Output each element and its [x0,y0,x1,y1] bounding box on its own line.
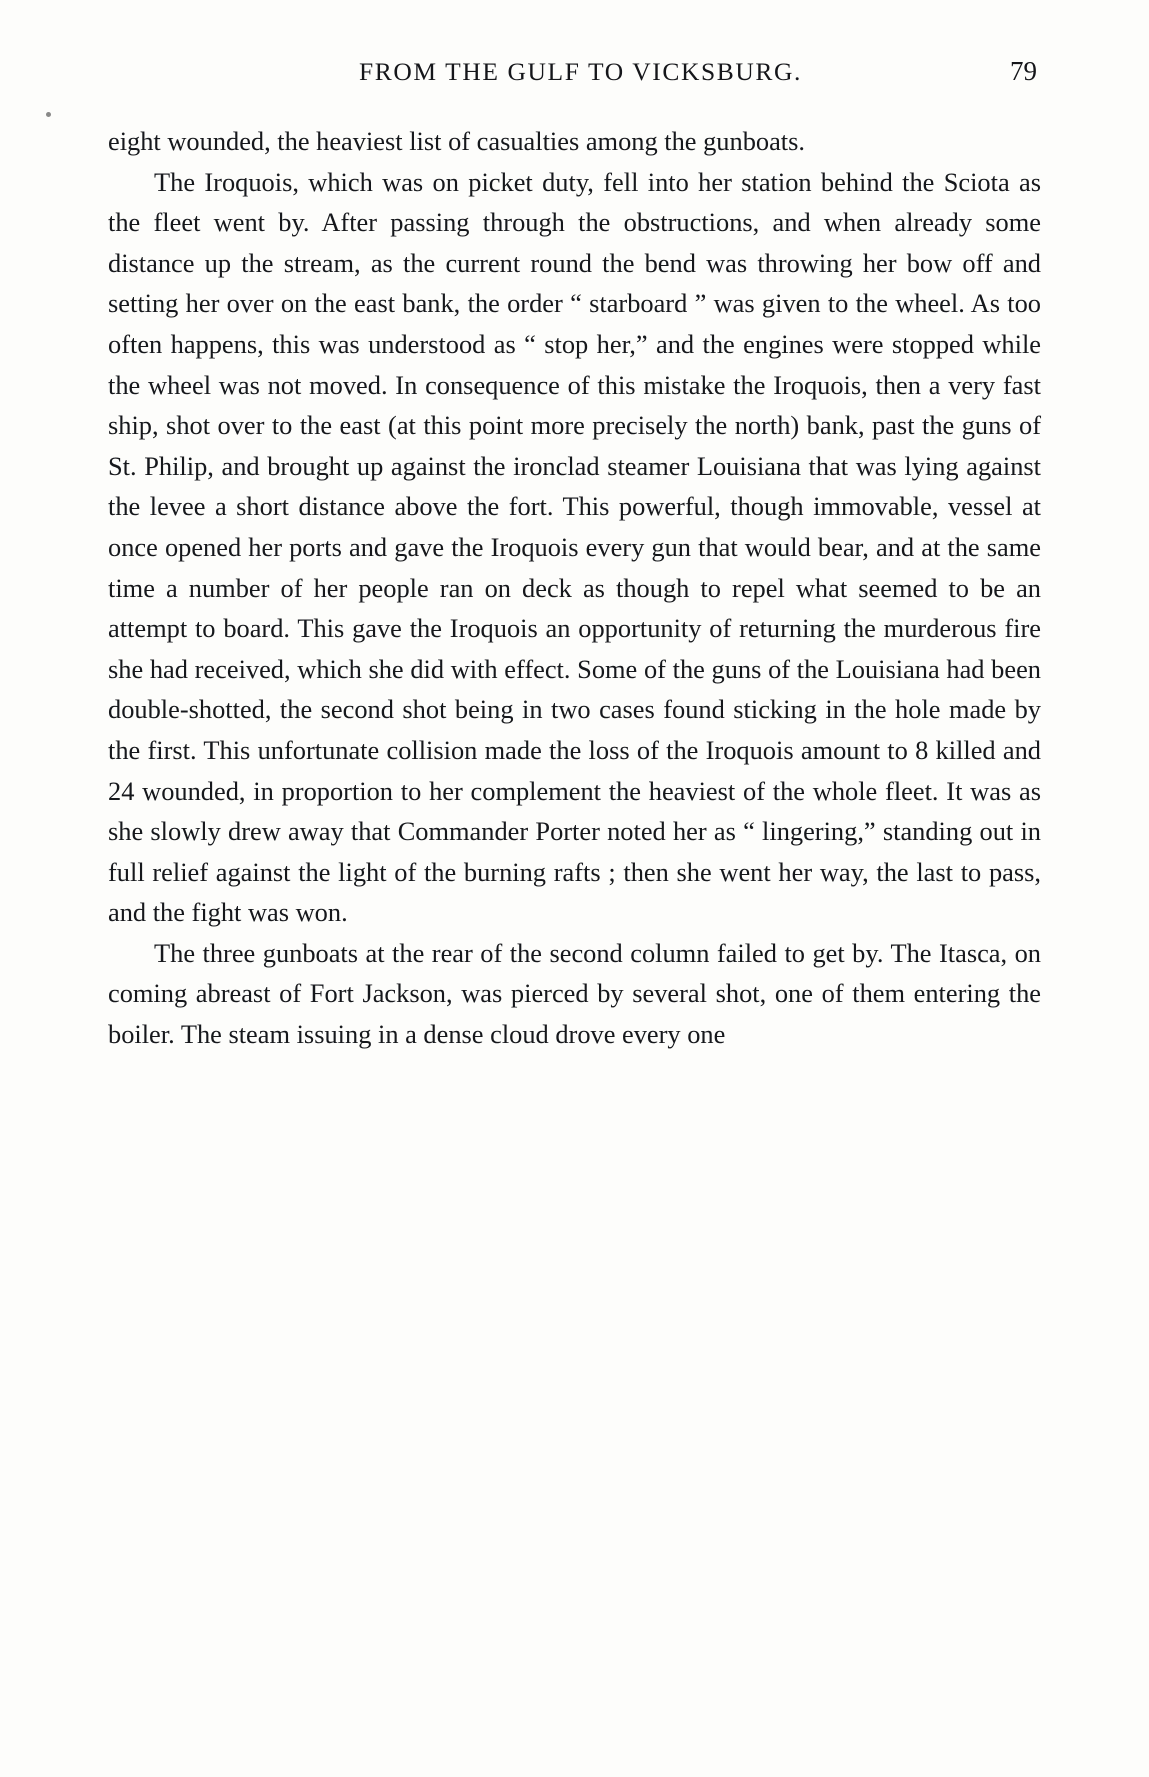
page-number: 79 [1010,56,1037,86]
body-text [108,121,1041,1055]
ink-smudge [46,112,51,117]
paragraph: eight wounded, the heaviest list of casualties among the gunboats. [108,126,805,156]
running-head [108,56,1041,87]
running-head-title: FROM THE GULF TO VICKSBURG. [358,57,803,86]
paragraph: The three gunboats at the rear of the second column failed to get by. The Itasca, on coming abreast of Fort Jackson, was pierced by several shot, one of them entering the boiler. The steam issuing in a dense cloud drove every one [108,937,1041,1050]
paragraph: The Iroquois, which was on picket duty, fell into her station behind the Sciota as the fleet went by. After passing through the obstructions, and when already some distance up the stream, as the current round the bend was throwing her bow off and setting her over on the east bank, the order “ starboard ” was given to the wheel. As too often happens, this was understood as “ stop her,” and the engines were stopped while the wheel was not moved. In consequence of this mistake the Iroquois, then a very fast ship, shot over to the east (at this point more precisely the north) bank, past the guns of St. Philip, and brought up against the ironclad steamer Louisiana that was lying against the levee a short distance above the fort. This powerful, though immovable, vessel at once opened her ports and gave the Iroquois every gun that would bear, and at the same time a number of her people ran on deck as though to repel what seemed to be an attempt to board. This gave the Iroquois an opportunity of returning the murderous fire she had received, which she did with effect. Some of the guns of the Louisiana had been double-shotted, the second shot being in two cases found sticking in the hole made by the first. This unfortunate collision made the loss of the Iroquois amount to 8 killed and 24 wounded, in proportion to her complement the heaviest of the whole fleet. It was as she slowly drew away that Commander Porter noted her as “ lingering,” standing out in full relief against the light of the burning rafts ; then she went her way, the last to pass, and the fight was won. [108,166,1041,928]
